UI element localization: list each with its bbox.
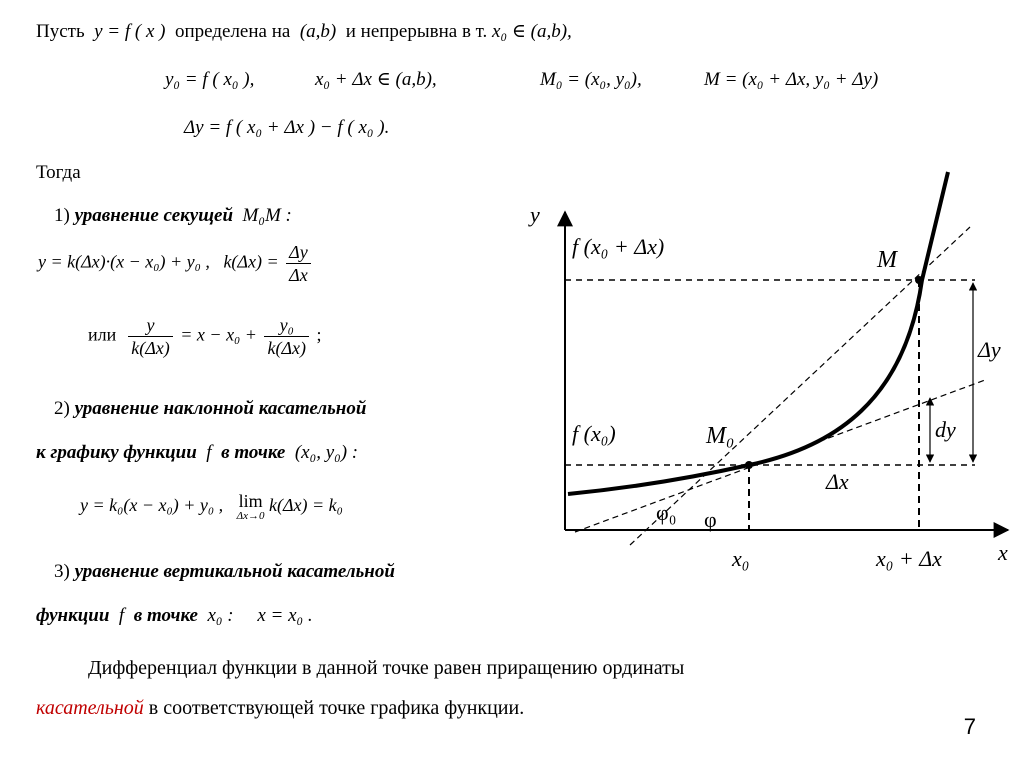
limit-subscript: Δx→0 — [236, 510, 265, 522]
point-m — [915, 276, 923, 284]
label-phi: φ — [704, 507, 717, 532]
function-curve — [568, 172, 948, 494]
section3-title: уравнение вертикальной касательной — [74, 561, 395, 582]
m-definition: M = (x₀ + Δx, y₀ + Δy) — [704, 69, 879, 90]
label-phi0: φ₀ — [656, 500, 677, 525]
label-delta-x: Δx — [826, 469, 849, 494]
differential-paragraph-rest: в соответствующей точке графика функции. — [148, 697, 525, 719]
delta-y-definition: Δy = f ( x₀ + Δx ) − f ( x₀ ). — [184, 117, 390, 138]
label-f-x0dx: f (x₀ + Δx) — [572, 234, 665, 259]
section2-number: 2) — [54, 398, 70, 419]
point-m0 — [745, 461, 753, 469]
m0-definition: M₀ = (x₀, y₀), — [540, 69, 642, 90]
x0-membership: x₀ ∈ (a,b), — [492, 21, 572, 42]
section1-title: уравнение секущей — [74, 205, 234, 226]
section3-in-point: в точке — [133, 605, 198, 626]
section2-title: уравнение наклонной касательной — [74, 398, 367, 419]
intro-word-defined: определена на — [175, 21, 291, 42]
intro-word-continuous: и непрерывна в т. — [345, 21, 488, 42]
section2-in-point: в точке — [221, 442, 286, 463]
slope-numerator: Δy — [286, 243, 311, 264]
section3-number: 3) — [54, 561, 70, 582]
label-dy: dy — [935, 417, 956, 442]
tick-x0dx: x₀ + Δx — [876, 546, 942, 571]
fraction2-numerator: y₀ — [264, 316, 309, 337]
fraction1-numerator: y — [128, 316, 173, 337]
then-word: Тогда — [36, 162, 81, 183]
slope-lhs: k(Δx) = — [223, 251, 279, 272]
y0-definition: y₀ = f ( x₀ ), — [165, 69, 255, 90]
interval-ab: (a,b) — [299, 21, 337, 42]
tick-x0: x₀ — [732, 546, 750, 571]
intro-word-let: Пусть — [36, 21, 85, 42]
tangent-equation: y = k₀(x − x₀) + y₀ , — [80, 495, 224, 516]
differential-paragraph-line1: Дифференциал функции в данной точке равен приращению ординаты — [88, 657, 685, 679]
section3-f: f — [118, 605, 125, 626]
limit-rest: k(Δx) = k₀ — [269, 495, 343, 516]
label-m: M — [877, 247, 897, 273]
x-axis-label: x — [998, 540, 1008, 565]
function-definition: y = f ( x ) — [94, 21, 166, 42]
page-number: 7 — [963, 714, 976, 739]
slope-denominator: Δx — [289, 265, 308, 285]
secant-alt-end: ; — [316, 324, 322, 345]
fraction1-denominator: k(Δx) — [131, 338, 170, 358]
label-delta-y: Δy — [978, 337, 1001, 362]
y-axis-label: y — [530, 202, 540, 227]
secant-equation: y = k(Δx)·(x − x₀) + y₀ , — [38, 251, 210, 272]
section3-point: x₀ : — [207, 605, 234, 626]
fraction2-denominator: k(Δx) — [267, 338, 306, 358]
section2-text: к графику функции — [36, 442, 197, 463]
section3-text: функции — [36, 605, 110, 626]
label-f-x0: f (x₀) — [572, 421, 616, 446]
x-increment-membership: x₀ + Δx ∈ (a,b), — [315, 69, 437, 90]
secant-alt-middle: = x − x₀ + — [180, 324, 257, 345]
or-word: или — [88, 324, 117, 345]
tangent-highlight: касательной — [36, 697, 144, 719]
limit-word: lim — [238, 491, 263, 511]
section1-object: M₀M : — [242, 205, 292, 226]
vertical-tangent-equation: x = x₀ . — [257, 605, 313, 626]
section2-point: (x₀, y₀) : — [294, 442, 359, 463]
section2-f: f — [206, 442, 212, 463]
label-m0: M₀ — [706, 423, 735, 449]
section1-number: 1) — [54, 205, 70, 226]
